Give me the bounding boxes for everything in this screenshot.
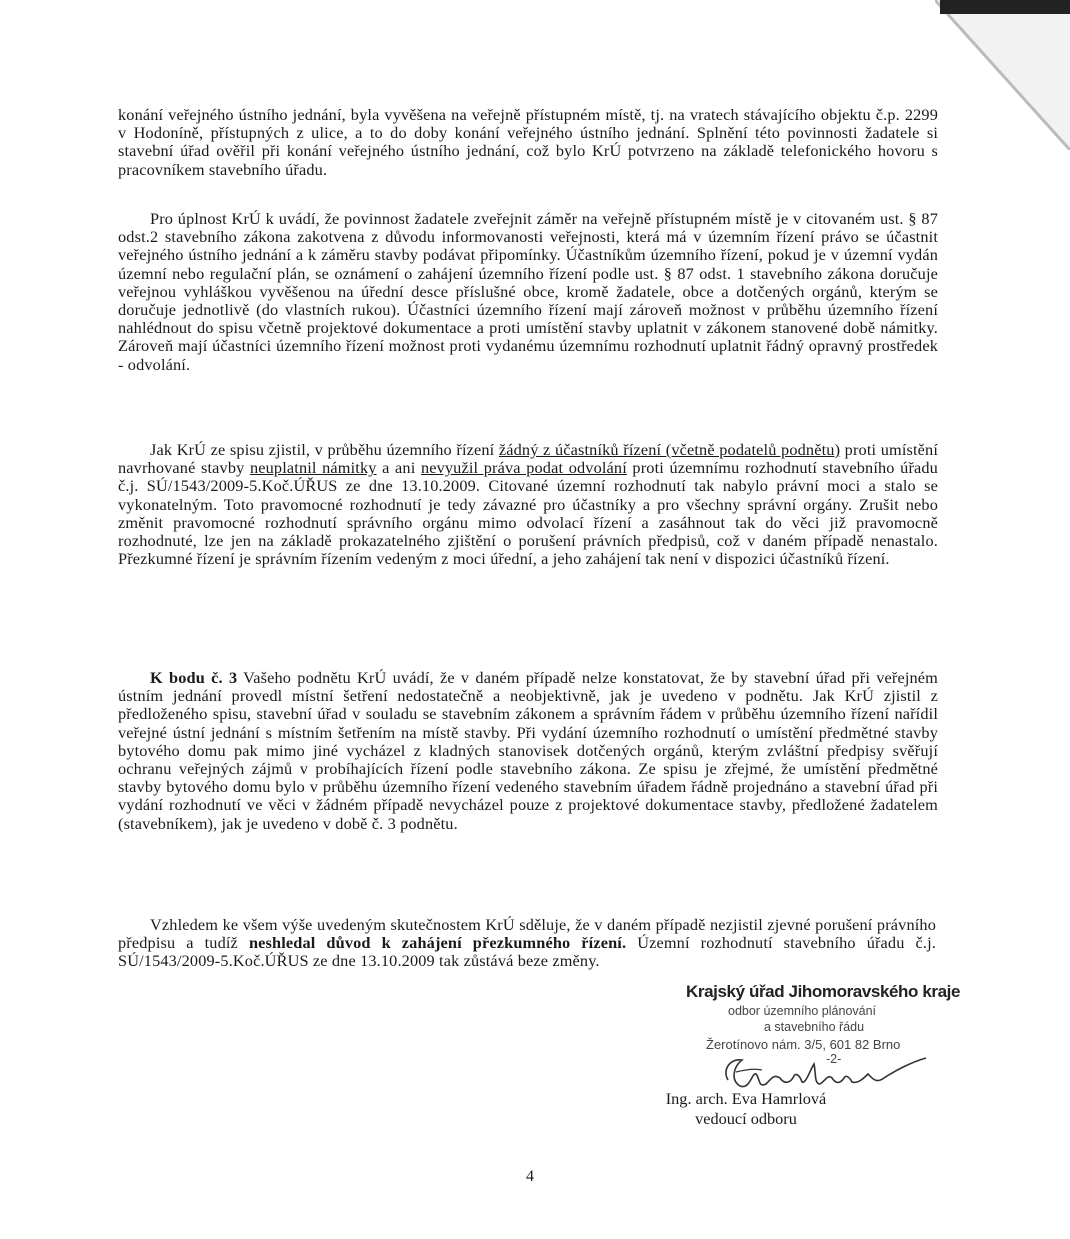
- page-corner-fold: [935, 0, 1070, 150]
- page-number: 4: [526, 1168, 534, 1185]
- underlined-phrase: žádný z účastníků řízení (včetně podatelů podnětu): [498, 440, 841, 459]
- stamp-title: Krajský úřad Jihomoravského kraje: [686, 982, 961, 1001]
- paragraph-4: K bodu č. 3 Vašeho podnětu KrÚ uvádí, že v daném případě nelze konstatovat, že by stavební úřad při veřejném ústním jednání provedl místní šetření nedostatečně a neobjektivně, jak je uvedeno v podnětu. Jak KrÚ zjistil z předloženého spisu, stavební úřad v souladu se stavebním zákonem a správním řádem v průběhu územního řízení nařídil veřejné ústní jednání s místním šetřením na místě stavby. Při vydání územního rozhodnutí o umístění předmětné stavby bytového domu pak mimo jiné vycházel z kladných stanovisek dotčených orgánů, kterým zvláštní předpisy svěřují ochranu veřejných zájmů v probíhajících řízení podle stavebního zákona. Ze spisu je zřejmé, že umístění předmětné stavby bytového domu bylo v průběhu územního řízení vedeného stavebním úřadem řádně projednáno a stavební úřad při vydání rozhodnutí ve věci v žádném případě nevycházel pouze z projektové dokumentace stavby, předložené žadatelem (stavebníkem), jak je uvedeno v době č. 3 podnětu.: [118, 668, 938, 833]
- signer-block: [636, 1089, 856, 1129]
- paragraph-3: Jak KrÚ ze spisu zjistil, v průběhu územního řízení žádný z účastníků řízení (včetně podatelů podnětu) proti umístění navrhované stavby neuplatnil námitky a ani nevyužil práva podat odvolání proti územnímu rozhodnutí stavebního úřadu č.j. SÚ/1543/2009-5.Koč.ÚŘUS ze dne 13.10.2009. Citované územní rozhodnutí tak nabylo právní moci a stalo se vykonatelným. Toto pravomocné rozhodnutí je tedy závazné pro účastníky a pro všechny správní orgány. Zrušit nebo změnit pravomocné rozhodnutí správního orgánu mimo odvolací řízení a zasáhnout tak do věci již pravomocně rozhodnuté, lze jen na základě prokazatelného zjištění o porušení právních předpisů, což v daném případě nenastalo. Přezkumné řízení je správním řízením vedeným z moci úřední, a jeho zahájení tak není v dispozici účastníků řízení.: [118, 440, 938, 569]
- underlined-phrase: nevyužil práva podat odvolání: [420, 458, 627, 478]
- signer-name: Ing. arch. Eva Hamrlová: [665, 1089, 827, 1108]
- underlined-phrase: neuplatnil námitky: [249, 458, 377, 478]
- signer-role: vedoucí odboru: [695, 1109, 797, 1128]
- section-lead: K bodu č. 3: [150, 668, 238, 687]
- stamp-number: -2-: [826, 1052, 842, 1066]
- stamp-line-2: a stavebního řádu: [764, 1020, 865, 1034]
- scan-edge-mark: [940, 0, 1070, 14]
- stamp-line-1: odbor územního plánování: [728, 1004, 877, 1018]
- paragraph-2: Pro úplnost KrÚ k uvádí, že povinnost žadatele zveřejnit záměr na veřejně přístupném místě je v citovaném ust. § 87 odst.2 stavebního zákona zakotvena z důvodu informovanosti veřejnosti, která má v územním řízení právo se účastnit veřejného ústního jednání a k záměru stavby podávat připomínky. Účastníkům územního řízení, pokud je v územní vydán územní nebo regulační plán, se oznámení o zahájení územního řízení podle ust. § 87 odst. 1 stavebního zákona doručuje veřejnou vyhláškou vyvěšenou na úřední desce příslušné obce, kromě žadatele, obce a dotčených orgánů, kterým se doručuje jednotlivě (do vlastních rukou). Účastníci územního řízení mají zároveň možnost v průběhu územního řízení nahlédnout do spisu včetně projektové dokumentace a proti umístění stavby uplatnit v zákonem stanovené době námitky. Zároveň mají účastníci územního řízení možnost proti vydanému územnímu rozhodnutí uplatnit řádný opravný prostředek - odvolání.: [118, 209, 938, 374]
- conclusion-bold: neshledal důvod k zahájení přezkumného řízení.: [248, 933, 627, 953]
- paragraph-1: konání veřejného ústního jednání, byla vyvěšena na veřejně přístupném místě, tj. na vratech stávajícího objektu č.p. 2299 v Hodoníně, přístupných z ulice, a to do doby konání veřejného ústního jednání. Splnění této povinnosti žadatele si stavební úřad ověřil při konání veřejného ústního jednání, což bylo KrÚ potvrzeno na základě telefonického hovoru s pracovníkem stavebního úřadu.: [118, 105, 938, 179]
- stamp-line-3: Žerotínovo nám. 3/5, 601 82 Brno: [706, 1037, 901, 1052]
- paragraph-5: Vzhledem ke všem výše uvedeným skutečnostem KrÚ sděluje, že v daném případě nezjistil zjevné porušení právního předpisu a tudíž neshledal důvod k zahájení přezkumného řízení. Územní rozhodnutí stavebního úřadu č.j. SÚ/1543/2009-5.Koč.ÚŘUS ze dne 13.10.2009 tak zůstává beze změny.: [118, 915, 936, 971]
